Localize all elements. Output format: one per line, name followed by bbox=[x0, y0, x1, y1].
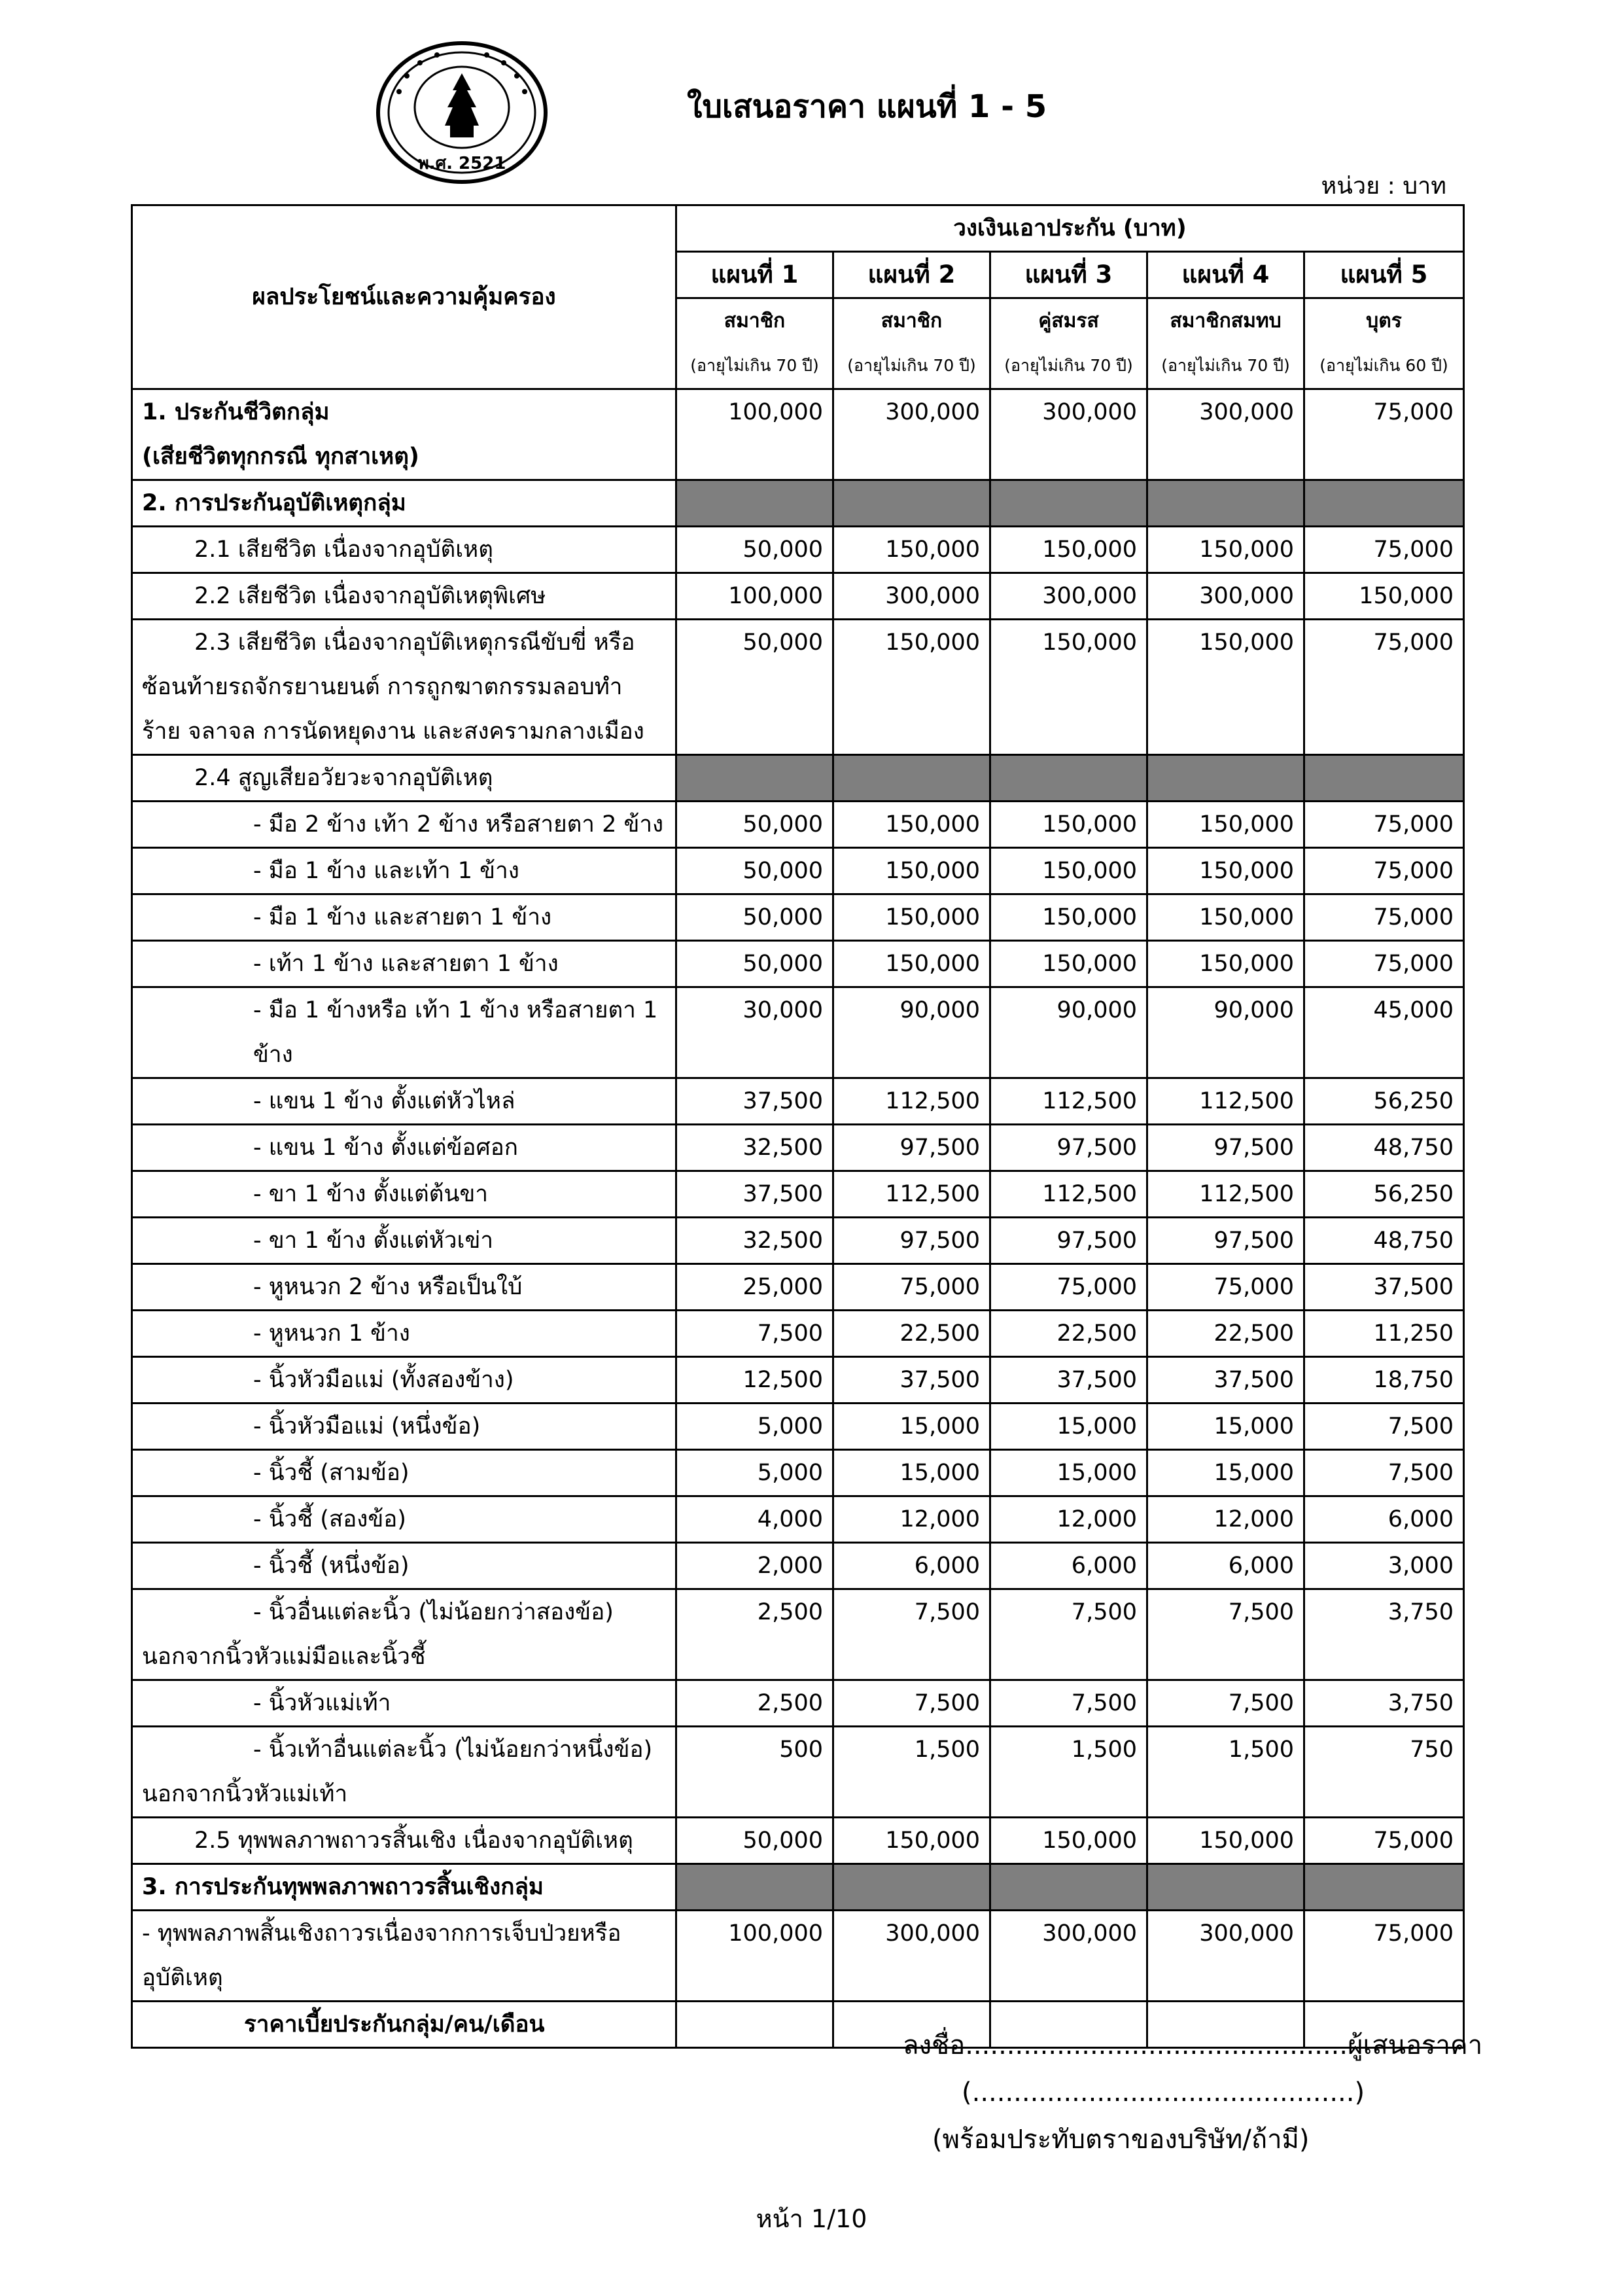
benefit-label bbox=[132, 894, 676, 941]
coverage-amount-plan-3: 15,000 bbox=[990, 1450, 1147, 1496]
coverage-amount-plan-4 bbox=[1147, 1864, 1304, 1911]
table-row bbox=[132, 573, 1464, 620]
coverage-amount-plan-1: 50,000 bbox=[676, 527, 833, 573]
coverage-amount-plan-1: 37,500 bbox=[676, 1171, 833, 1218]
coverage-amount-plan-2: 97,500 bbox=[833, 1125, 990, 1171]
coverage-amount-plan-2: 97,500 bbox=[833, 1218, 990, 1264]
signature-name-line: (..............................................) bbox=[962, 2077, 1365, 2108]
benefit-label bbox=[132, 1171, 676, 1218]
benefit-label-line: - นิ้วชี้ (สองข้อ) bbox=[253, 1506, 406, 1532]
benefit-label-line: 3. การประกันทุพพลภาพถาวรสิ้นเชิงกลุ่ม bbox=[142, 1874, 544, 1900]
coverage-amount-plan-5: 75,000 bbox=[1304, 894, 1464, 941]
coverage-amount-plan-4: 97,500 bbox=[1147, 1218, 1304, 1264]
coverage-amount-plan-2: 150,000 bbox=[833, 527, 990, 573]
coverage-amount-plan-3: 112,500 bbox=[990, 1171, 1147, 1218]
benefit-label bbox=[132, 480, 676, 527]
benefit-label bbox=[132, 1357, 676, 1404]
plan-age-limit: (อายุไม่เกิน 70 ปี) bbox=[690, 356, 819, 375]
benefit-label-line: (เสียชีวิตทุกกรณี ทุกสาเหตุ) bbox=[142, 444, 419, 470]
benefit-label-line: - นิ้วชี้ (สามข้อ) bbox=[253, 1460, 410, 1486]
page-number: หน้า 1/10 bbox=[756, 2204, 867, 2233]
coverage-amount-plan-5: 11,250 bbox=[1304, 1311, 1464, 1357]
coverage-amount-plan-5: 3,000 bbox=[1304, 1543, 1464, 1589]
coverage-amount-plan-2: 150,000 bbox=[833, 848, 990, 894]
coverage-amount-plan-3: 112,500 bbox=[990, 1078, 1147, 1125]
coverage-amount-plan-2: 6,000 bbox=[833, 1543, 990, 1589]
coverage-amount-plan-5 bbox=[1304, 480, 1464, 527]
coverage-amount-plan-5: 750 bbox=[1304, 1727, 1464, 1818]
table-row bbox=[132, 1404, 1464, 1450]
coverage-amount-plan-3: 150,000 bbox=[990, 894, 1147, 941]
benefit-label bbox=[132, 2002, 676, 2048]
benefit-label bbox=[132, 1311, 676, 1357]
coverage-amount-plan-3: 75,000 bbox=[990, 1264, 1147, 1311]
table-row bbox=[132, 755, 1464, 802]
coverage-amount-plan-2 bbox=[833, 755, 990, 802]
coverage-amount-plan-2: 300,000 bbox=[833, 573, 990, 620]
coverage-amount-plan-5: 6,000 bbox=[1304, 1496, 1464, 1543]
coverage-amount-plan-1: 37,500 bbox=[676, 1078, 833, 1125]
coverage-amount-plan-2: 12,000 bbox=[833, 1496, 990, 1543]
signature-note: (พร้อมประทับตราของบริษัท/ถ้ามี) bbox=[932, 2125, 1310, 2155]
benefit-label-line: - ทุพพลภาพสิ้นเชิงถาวรเนื่องจากการเจ็บป่วยหรือ bbox=[142, 1920, 621, 1947]
coverage-amount-plan-1: 32,500 bbox=[676, 1125, 833, 1171]
benefit-label-line: ซ้อนท้ายรถจักรยานยนต์ การถูกฆาตกรรมลอบทำ bbox=[142, 674, 623, 700]
coverage-amount-plan-5: 75,000 bbox=[1304, 1818, 1464, 1864]
plan-member-type: บุตร bbox=[1366, 309, 1402, 332]
coverage-amount-plan-2: 22,500 bbox=[833, 1311, 990, 1357]
plan-member-type: สมาชิก bbox=[881, 309, 943, 332]
table-row bbox=[132, 620, 1464, 755]
coverage-amount-plan-4: 7,500 bbox=[1147, 1589, 1304, 1680]
coverage-amount-plan-4: 112,500 bbox=[1147, 1171, 1304, 1218]
coverage-amount-plan-3: 90,000 bbox=[990, 987, 1147, 1078]
coverage-amount-plan-2: 112,500 bbox=[833, 1078, 990, 1125]
coverage-amount-plan-5: 75,000 bbox=[1304, 848, 1464, 894]
coverage-amount-plan-1: 50,000 bbox=[676, 802, 833, 848]
coverage-amount-plan-5: 18,750 bbox=[1304, 1357, 1464, 1404]
coverage-amount-plan-4: 150,000 bbox=[1147, 1818, 1304, 1864]
coverage-amount-plan-1: 2,500 bbox=[676, 1680, 833, 1727]
coverage-amount-plan-3: 7,500 bbox=[990, 1589, 1147, 1680]
coverage-amount-plan-1: 50,000 bbox=[676, 1818, 833, 1864]
benefits-table bbox=[131, 204, 1465, 2049]
table-row bbox=[132, 1264, 1464, 1311]
benefit-label-line: ราคาเบี้ยประกันกลุ่ม/คน/เดือน bbox=[244, 2011, 545, 2038]
plan-subheader bbox=[833, 298, 990, 389]
coverage-amount-plan-5: 75,000 bbox=[1304, 941, 1464, 987]
coverage-amount-plan-1: 100,000 bbox=[676, 389, 833, 480]
benefit-label bbox=[132, 1218, 676, 1264]
coverage-amount-plan-2: 7,500 bbox=[833, 1680, 990, 1727]
coverage-amount-plan-2: 300,000 bbox=[833, 1911, 990, 2002]
benefit-label-line: อุบัติเหตุ bbox=[142, 1965, 223, 1991]
benefit-label bbox=[132, 802, 676, 848]
benefit-label-line: 2.3 เสียชีวิต เนื่องจากอุบัติเหตุกรณีขับขี่ หรือ bbox=[194, 629, 635, 656]
benefit-label bbox=[132, 1543, 676, 1589]
organization-seal-icon bbox=[373, 39, 551, 186]
coverage-amount-plan-5: 150,000 bbox=[1304, 573, 1464, 620]
coverage-amount-plan-3: 1,500 bbox=[990, 1727, 1147, 1818]
benefits-table-body bbox=[132, 389, 1464, 2048]
coverage-amount-plan-2: 300,000 bbox=[833, 389, 990, 480]
coverage-amount-plan-2: 150,000 bbox=[833, 1818, 990, 1864]
coverage-amount-plan-2: 75,000 bbox=[833, 1264, 990, 1311]
benefit-label bbox=[132, 1818, 676, 1864]
plan-header: แผนที่ 3 bbox=[990, 252, 1147, 298]
coverage-amount-plan-1: 50,000 bbox=[676, 941, 833, 987]
coverage-amount-plan-1: 5,000 bbox=[676, 1404, 833, 1450]
coverage-amount-plan-3: 300,000 bbox=[990, 573, 1147, 620]
coverage-amount-plan-2: 90,000 bbox=[833, 987, 990, 1078]
coverage-amount-plan-1: 2,000 bbox=[676, 1543, 833, 1589]
benefit-label-line: - นิ้วเท้าอื่นแต่ละนิ้ว (ไม่น้อยกว่าหนึ่งข้อ) bbox=[253, 1737, 653, 1763]
table-row bbox=[132, 1078, 1464, 1125]
coverage-amount-plan-2: 112,500 bbox=[833, 1171, 990, 1218]
plan-age-limit: (อายุไม่เกิน 70 ปี) bbox=[1004, 356, 1133, 375]
coverage-group-header: วงเงินเอาประกัน (บาท) bbox=[676, 205, 1464, 252]
table-row bbox=[132, 527, 1464, 573]
coverage-amount-plan-4: 150,000 bbox=[1147, 802, 1304, 848]
benefit-label-line: - หูหนวก 1 ข้าง bbox=[253, 1320, 410, 1347]
table-row bbox=[132, 941, 1464, 987]
benefit-label bbox=[132, 1078, 676, 1125]
benefit-label bbox=[132, 1589, 676, 1680]
coverage-amount-plan-1: 500 bbox=[676, 1727, 833, 1818]
coverage-amount-plan-1: 5,000 bbox=[676, 1450, 833, 1496]
coverage-amount-plan-1: 4,000 bbox=[676, 1496, 833, 1543]
coverage-amount-plan-1: 25,000 bbox=[676, 1264, 833, 1311]
coverage-amount-plan-1: 50,000 bbox=[676, 620, 833, 755]
coverage-amount-plan-4: 150,000 bbox=[1147, 848, 1304, 894]
coverage-amount-plan-4: 75,000 bbox=[1147, 1264, 1304, 1311]
coverage-amount-plan-2 bbox=[833, 1864, 990, 1911]
coverage-amount-plan-3: 150,000 bbox=[990, 1818, 1147, 1864]
benefit-label bbox=[132, 848, 676, 894]
table-row bbox=[132, 1727, 1464, 1818]
coverage-amount-plan-1: 100,000 bbox=[676, 1911, 833, 2002]
coverage-amount-plan-1: 12,500 bbox=[676, 1357, 833, 1404]
coverage-amount-plan-1: 30,000 bbox=[676, 987, 833, 1078]
table-row bbox=[132, 1818, 1464, 1864]
table-row bbox=[132, 1357, 1464, 1404]
table-row bbox=[132, 987, 1464, 1078]
table-row bbox=[132, 1171, 1464, 1218]
table-row bbox=[132, 1680, 1464, 1727]
coverage-amount-plan-4: 15,000 bbox=[1147, 1404, 1304, 1450]
coverage-amount-plan-3: 15,000 bbox=[990, 1404, 1147, 1450]
coverage-amount-plan-1: 32,500 bbox=[676, 1218, 833, 1264]
coverage-amount-plan-3: 300,000 bbox=[990, 1911, 1147, 2002]
coverage-amount-plan-3 bbox=[990, 1864, 1147, 1911]
coverage-amount-plan-3: 97,500 bbox=[990, 1125, 1147, 1171]
signature-line: ลงชื่อ..............................................ผู้เสนอราคา bbox=[903, 2030, 1483, 2060]
coverage-amount-plan-4: 90,000 bbox=[1147, 987, 1304, 1078]
plan-member-type: สมาชิก bbox=[724, 309, 786, 332]
coverage-amount-plan-5: 48,750 bbox=[1304, 1218, 1464, 1264]
table-row bbox=[132, 1450, 1464, 1496]
benefit-label-line: นอกจากนิ้วหัวแม่เท้า bbox=[142, 1781, 348, 1807]
table-row bbox=[132, 1125, 1464, 1171]
coverage-amount-plan-1 bbox=[676, 755, 833, 802]
benefit-label-line: 2.1 เสียชีวิต เนื่องจากอุบัติเหตุ bbox=[194, 537, 493, 563]
coverage-amount-plan-4: 1,500 bbox=[1147, 1727, 1304, 1818]
coverage-amount-plan-3: 300,000 bbox=[990, 389, 1147, 480]
benefit-label bbox=[132, 1450, 676, 1496]
benefit-label bbox=[132, 1727, 676, 1818]
table-row bbox=[132, 802, 1464, 848]
coverage-amount-plan-5: 37,500 bbox=[1304, 1264, 1464, 1311]
plan-subheader bbox=[1304, 298, 1464, 389]
coverage-amount-plan-1: 7,500 bbox=[676, 1311, 833, 1357]
coverage-amount-plan-3: 150,000 bbox=[990, 527, 1147, 573]
coverage-amount-plan-4: 150,000 bbox=[1147, 620, 1304, 755]
benefit-label-line: - หูหนวก 2 ข้าง หรือเป็นใบ้ bbox=[253, 1274, 523, 1300]
coverage-amount-plan-1 bbox=[676, 2002, 833, 2048]
plan-header: แผนที่ 5 bbox=[1304, 252, 1464, 298]
coverage-amount-plan-4: 22,500 bbox=[1147, 1311, 1304, 1357]
benefit-label bbox=[132, 987, 676, 1078]
coverage-amount-plan-4: 150,000 bbox=[1147, 527, 1304, 573]
benefit-label-line: - นิ้วหัวแม่เท้า bbox=[253, 1690, 391, 1716]
coverage-amount-plan-5: 3,750 bbox=[1304, 1589, 1464, 1680]
benefit-label-line: 2. การประกันอุบัติเหตุกลุ่ม bbox=[142, 490, 406, 516]
table-row bbox=[132, 1543, 1464, 1589]
coverage-amount-plan-4: 112,500 bbox=[1147, 1078, 1304, 1125]
coverage-amount-plan-2: 150,000 bbox=[833, 894, 990, 941]
benefit-label-line: - มือ 1 ข้าง และเท้า 1 ข้าง bbox=[253, 858, 519, 884]
coverage-amount-plan-5: 75,000 bbox=[1304, 527, 1464, 573]
coverage-amount-plan-4: 300,000 bbox=[1147, 1911, 1304, 2002]
plan-age-limit: (อายุไม่เกิน 70 ปี) bbox=[847, 356, 976, 375]
benefit-label bbox=[132, 620, 676, 755]
table-row bbox=[132, 480, 1464, 527]
plan-header: แผนที่ 1 bbox=[676, 252, 833, 298]
coverage-amount-plan-2: 7,500 bbox=[833, 1589, 990, 1680]
coverage-amount-plan-3: 6,000 bbox=[990, 1543, 1147, 1589]
benefit-label bbox=[132, 1264, 676, 1311]
benefit-column-header: ผลประโยชน์และความคุ้มครอง bbox=[132, 205, 676, 389]
coverage-amount-plan-4: 150,000 bbox=[1147, 941, 1304, 987]
benefit-label-line: นอกจากนิ้วหัวแม่มือและนิ้วชี้ bbox=[142, 1644, 426, 1670]
table-row bbox=[132, 389, 1464, 480]
unit-label: หน่วย : บาท bbox=[1321, 173, 1446, 200]
plan-member-type: สมาชิกสมทบ bbox=[1170, 309, 1282, 332]
signature-block bbox=[890, 2022, 1483, 2163]
benefit-label bbox=[132, 1864, 676, 1911]
coverage-amount-plan-4: 6,000 bbox=[1147, 1543, 1304, 1589]
coverage-amount-plan-4: 97,500 bbox=[1147, 1125, 1304, 1171]
benefit-label-line: 2.4 สูญเสียอวัยวะจากอุบัติเหตุ bbox=[194, 765, 493, 791]
plan-member-type: คู่สมรส bbox=[1038, 309, 1099, 332]
coverage-amount-plan-1: 100,000 bbox=[676, 573, 833, 620]
table-row bbox=[132, 1589, 1464, 1680]
benefit-label-line: - นิ้วชี้ (หนึ่งข้อ) bbox=[253, 1553, 410, 1579]
coverage-amount-plan-2: 150,000 bbox=[833, 802, 990, 848]
document-title: ใบเสนอราคา แผนที่ 1 - 5 bbox=[687, 88, 1047, 125]
coverage-amount-plan-5: 56,250 bbox=[1304, 1171, 1464, 1218]
coverage-amount-plan-1 bbox=[676, 1864, 833, 1911]
benefit-label bbox=[132, 1125, 676, 1171]
plan-header: แผนที่ 4 bbox=[1147, 252, 1304, 298]
table-row bbox=[132, 1911, 1464, 2002]
coverage-amount-plan-2: 150,000 bbox=[833, 941, 990, 987]
coverage-amount-plan-5: 75,000 bbox=[1304, 1911, 1464, 2002]
benefit-label bbox=[132, 1911, 676, 2002]
benefit-label bbox=[132, 941, 676, 987]
plan-subheader bbox=[1147, 298, 1304, 389]
benefit-label bbox=[132, 1404, 676, 1450]
coverage-amount-plan-3: 150,000 bbox=[990, 620, 1147, 755]
benefit-label bbox=[132, 389, 676, 480]
table-row bbox=[132, 848, 1464, 894]
benefit-label-line: - นิ้วอื่นแต่ละนิ้ว (ไม่น้อยกว่าสองข้อ) bbox=[253, 1599, 614, 1625]
coverage-amount-plan-3 bbox=[990, 480, 1147, 527]
plan-age-limit: (อายุไม่เกิน 70 ปี) bbox=[1161, 356, 1290, 375]
benefit-label-line: - มือ 2 ข้าง เท้า 2 ข้าง หรือสายตา 2 ข้าง bbox=[253, 811, 664, 838]
plan-age-limit: (อายุไม่เกิน 60 ปี) bbox=[1319, 356, 1448, 375]
plan-header: แผนที่ 2 bbox=[833, 252, 990, 298]
benefit-label-line: ร้าย จลาจล การนัดหยุดงาน และสงครามกลางเมือง bbox=[142, 718, 644, 745]
coverage-amount-plan-5: 75,000 bbox=[1304, 389, 1464, 480]
coverage-amount-plan-2: 37,500 bbox=[833, 1357, 990, 1404]
coverage-amount-plan-3: 12,000 bbox=[990, 1496, 1147, 1543]
benefit-label-line: - แขน 1 ข้าง ตั้งแต่ข้อศอก bbox=[253, 1135, 518, 1161]
coverage-amount-plan-1: 50,000 bbox=[676, 848, 833, 894]
coverage-amount-plan-5: 7,500 bbox=[1304, 1450, 1464, 1496]
coverage-amount-plan-5: 7,500 bbox=[1304, 1404, 1464, 1450]
coverage-amount-plan-2: 1,500 bbox=[833, 1727, 990, 1818]
coverage-amount-plan-4: 300,000 bbox=[1147, 389, 1304, 480]
coverage-amount-plan-3: 37,500 bbox=[990, 1357, 1147, 1404]
plan-subheader bbox=[990, 298, 1147, 389]
table-row bbox=[132, 1864, 1464, 1911]
coverage-amount-plan-2: 150,000 bbox=[833, 620, 990, 755]
benefit-label bbox=[132, 755, 676, 802]
coverage-amount-plan-4: 37,500 bbox=[1147, 1357, 1304, 1404]
benefit-label-line: - นิ้วหัวมือแม่ (ทั้งสองข้าง) bbox=[253, 1367, 514, 1393]
coverage-amount-plan-3: 150,000 bbox=[990, 848, 1147, 894]
coverage-amount-plan-5: 75,000 bbox=[1304, 620, 1464, 755]
coverage-amount-plan-1: 2,500 bbox=[676, 1589, 833, 1680]
coverage-amount-plan-4: 12,000 bbox=[1147, 1496, 1304, 1543]
coverage-amount-plan-3: 150,000 bbox=[990, 941, 1147, 987]
coverage-amount-plan-2: 15,000 bbox=[833, 1404, 990, 1450]
benefit-label-line: - นิ้วหัวมือแม่ (หนึ่งข้อ) bbox=[253, 1413, 481, 1439]
coverage-amount-plan-4 bbox=[1147, 480, 1304, 527]
benefit-label bbox=[132, 527, 676, 573]
benefit-label-line: 2.2 เสียชีวิต เนื่องจากอุบัติเหตุพิเศษ bbox=[194, 583, 546, 609]
benefit-label-line: - มือ 1 ข้าง และสายตา 1 ข้าง bbox=[253, 904, 552, 930]
benefit-label-line: - มือ 1 ข้างหรือ เท้า 1 ข้าง หรือสายตา 1 ข้าง bbox=[253, 997, 658, 1068]
coverage-amount-plan-4: 7,500 bbox=[1147, 1680, 1304, 1727]
table-row bbox=[132, 894, 1464, 941]
coverage-amount-plan-3: 150,000 bbox=[990, 802, 1147, 848]
coverage-amount-plan-5: 3,750 bbox=[1304, 1680, 1464, 1727]
coverage-amount-plan-5: 48,750 bbox=[1304, 1125, 1464, 1171]
coverage-amount-plan-3 bbox=[990, 755, 1147, 802]
coverage-amount-plan-3: 97,500 bbox=[990, 1218, 1147, 1264]
svg-text:พ.ศ. 2521: พ.ศ. 2521 bbox=[417, 154, 506, 173]
coverage-amount-plan-5: 56,250 bbox=[1304, 1078, 1464, 1125]
coverage-amount-plan-4: 150,000 bbox=[1147, 894, 1304, 941]
coverage-amount-plan-4: 300,000 bbox=[1147, 573, 1304, 620]
coverage-amount-plan-1: 50,000 bbox=[676, 894, 833, 941]
coverage-amount-plan-4: 15,000 bbox=[1147, 1450, 1304, 1496]
benefit-label-line: - ขา 1 ข้าง ตั้งแต่หัวเข่า bbox=[253, 1227, 494, 1254]
coverage-amount-plan-5: 45,000 bbox=[1304, 987, 1464, 1078]
table-row bbox=[132, 1218, 1464, 1264]
coverage-amount-plan-5 bbox=[1304, 755, 1464, 802]
benefit-label-line: - เท้า 1 ข้าง และสายตา 1 ข้าง bbox=[253, 951, 559, 977]
coverage-amount-plan-2: 15,000 bbox=[833, 1450, 990, 1496]
table-row bbox=[132, 1496, 1464, 1543]
coverage-amount-plan-1 bbox=[676, 480, 833, 527]
coverage-amount-plan-3: 7,500 bbox=[990, 1680, 1147, 1727]
coverage-amount-plan-2 bbox=[833, 480, 990, 527]
coverage-amount-plan-5: 75,000 bbox=[1304, 802, 1464, 848]
benefit-label bbox=[132, 1680, 676, 1727]
benefit-label-line: - แขน 1 ข้าง ตั้งแต่หัวไหล่ bbox=[253, 1088, 515, 1114]
benefit-label-line: 1. ประกันชีวิตกลุ่ม bbox=[142, 399, 330, 425]
table-row bbox=[132, 1311, 1464, 1357]
coverage-amount-plan-5 bbox=[1304, 1864, 1464, 1911]
coverage-amount-plan-3: 22,500 bbox=[990, 1311, 1147, 1357]
benefit-label bbox=[132, 573, 676, 620]
coverage-amount-plan-4 bbox=[1147, 755, 1304, 802]
benefit-label-line: - ขา 1 ข้าง ตั้งแต่ต้นขา bbox=[253, 1181, 488, 1207]
plan-subheader bbox=[676, 298, 833, 389]
benefit-label-line: 2.5 ทุพพลภาพถาวรสิ้นเชิง เนื่องจากอุบัติเหตุ bbox=[194, 1828, 633, 1854]
benefit-label bbox=[132, 1496, 676, 1543]
